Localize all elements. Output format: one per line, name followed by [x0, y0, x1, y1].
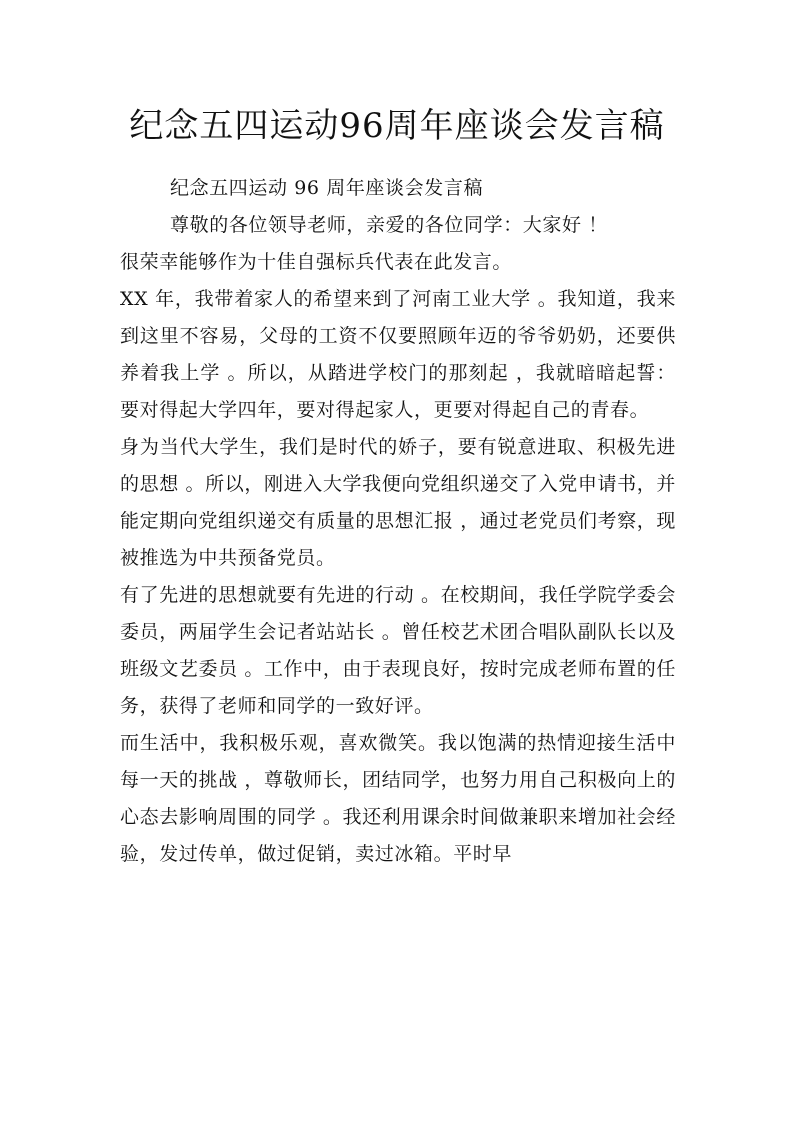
subtitle-paragraph: 纪念五四运动 96 周年座谈会发言稿: [170, 177, 484, 199]
body-paragraph: 有了先进的思想就要有先进的行动 。在校期间，我任学院学委会委员，两届学生会记者站站长 。曾任校艺术团合唱队副队长以及班级文艺委员 。工作中，由于表现良好，按时完成老师布置的任务，获得了老师和同学的一致好评。: [120, 584, 676, 717]
intro-paragraph: 很荣幸能够作为十佳自强标兵代表在此发言。: [120, 251, 513, 273]
body-paragraph: XX 年，我带着家人的希望来到了河南工业大学 。我知道，我来到这里不容易，父母的工资不仅要照顾年迈的爷爷奶奶，还要供养着我上学 。所以，从踏进学校门的那刻起 ，我就暗暗起誓：要对得起大学四年，要对得起家人，更要对得起自己的青春。: [120, 288, 676, 421]
body-paragraph: 而生活中，我积极乐观，喜欢微笑。我以饱满的热情迎接生活中每一天的挑战 ，尊敬师长，团结同学，也努力用自己积极向上的心态去影响周围的同学 。我还利用课余时间做兼职来增加社会经验，发过传单，做过促销，卖过冰箱。平时早: [120, 732, 676, 865]
body-paragraph: 身为当代大学生，我们是时代的娇子，要有锐意进取、积极先进的思想 。所以，刚进入大学我便向党组织递交了入党申请书，并能定期向党组织递交有质量的思想汇报 ，通过老党员们考察，现被推选为中共预备党员。: [120, 436, 676, 569]
document-title: 纪念五四运动96周年座谈会发言稿: [129, 106, 665, 146]
document-body: [120, 170, 676, 873]
greeting-paragraph: 尊敬的各位领导老师，亲爱的各位同学：大家好 ！: [170, 214, 608, 236]
